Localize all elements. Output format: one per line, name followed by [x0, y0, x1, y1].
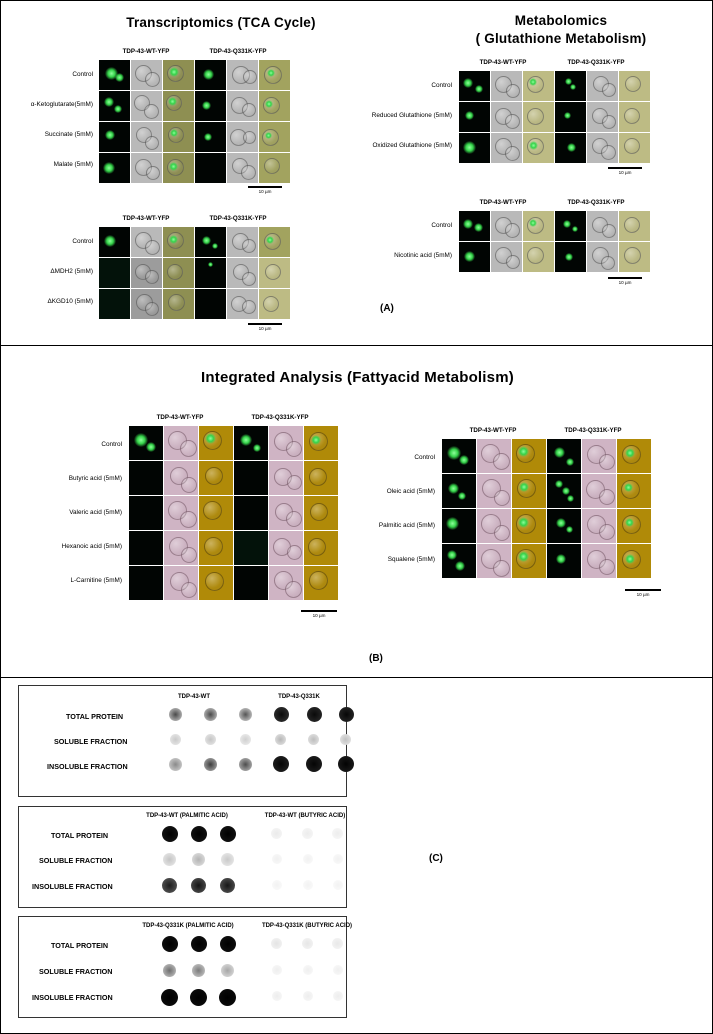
- micrograph-cell: [587, 133, 618, 163]
- micrograph-cell: [99, 122, 130, 152]
- micrograph-cell: [129, 496, 163, 530]
- rowlabel-fr-0: Control: [414, 454, 435, 461]
- blot3-header-palmitic: TDP-43-Q331K (PALMITIC ACID): [142, 923, 234, 929]
- micrograph-cell: [491, 211, 522, 241]
- micrograph-cell: [131, 289, 162, 319]
- blot2-row-soluble: SOLUBLE FRACTION: [39, 856, 113, 865]
- micrograph-cell: [99, 153, 130, 183]
- micrograph-cell: [459, 71, 490, 101]
- blot-dot: [239, 708, 252, 721]
- micrograph-cell: [195, 258, 226, 288]
- micrograph-cell: [131, 60, 162, 90]
- micrograph-cell: [199, 496, 233, 530]
- blot-dot: [332, 938, 343, 949]
- micrograph-cell: [587, 102, 618, 132]
- micrograph-cell: [442, 544, 476, 578]
- blot2-header-palmitic: TDP-43-WT (PALMITIC ACID): [146, 813, 228, 819]
- micrograph-cell: [512, 474, 546, 508]
- micrograph-cell: [164, 531, 198, 565]
- title-transcriptomics: Transcriptomics (TCA Cycle): [126, 15, 316, 30]
- micrograph-cell: [163, 122, 194, 152]
- micrograph-cell: [259, 258, 290, 288]
- micrograph-cell: [131, 153, 162, 183]
- blot-dot: [308, 734, 319, 745]
- scalebar-nicotinic: [608, 277, 642, 285]
- micrograph-cell: [195, 91, 226, 121]
- micrograph-cell: [617, 544, 651, 578]
- micrograph-cell: [227, 60, 258, 90]
- micrograph-cell: [617, 474, 651, 508]
- blot3-header-butyric: TDP-43-Q331K (BUTYRIC ACID): [261, 923, 353, 929]
- micrograph-cell: [491, 242, 522, 272]
- micrograph-cell: [163, 60, 194, 90]
- colhead-q331k-yfp: TDP-43-Q331K-YFP: [209, 215, 267, 222]
- rowlabel-fr-1: Oleic acid (5mM): [386, 488, 435, 495]
- micrograph-cell: [131, 258, 162, 288]
- rowlabel-ko-0: Control: [72, 238, 93, 245]
- micrograph-grid-glutathione: [459, 71, 650, 163]
- blot-dot: [333, 965, 343, 975]
- micrograph-cell: [269, 531, 303, 565]
- blot-dot: [191, 826, 207, 842]
- micrograph-cell: [195, 227, 226, 257]
- panel-letter-b: (B): [369, 653, 383, 664]
- micrograph-cell: [199, 426, 233, 460]
- micrograph-cell: [199, 531, 233, 565]
- blot-dot: [302, 828, 313, 839]
- micrograph-cell: [99, 60, 130, 90]
- blot2-row-total: TOTAL PROTEIN: [51, 831, 109, 840]
- blot3-row-total: TOTAL PROTEIN: [51, 941, 109, 950]
- blot1-row-total: TOTAL PROTEIN: [66, 712, 124, 721]
- micrograph-cell: [163, 258, 194, 288]
- micrograph-cell: [164, 496, 198, 530]
- blot-dot: [220, 936, 236, 952]
- micrograph-cell: [269, 426, 303, 460]
- micrograph-cell: [131, 122, 162, 152]
- rowlabel-ko-1: ΔMDH2 (5mM): [50, 268, 93, 275]
- micrograph-cell: [259, 289, 290, 319]
- micrograph-cell: [234, 496, 268, 530]
- dotblot-wt-palmitic-butyric: [18, 806, 347, 908]
- micrograph-cell: [512, 544, 546, 578]
- micrograph-cell: [227, 227, 258, 257]
- blot-dot: [302, 938, 313, 949]
- micrograph-cell: [259, 153, 290, 183]
- title-metabolomics: Metabolomics: [514, 13, 608, 28]
- micrograph-cell: [491, 133, 522, 163]
- colhead-wt-yfp: TDP-43-WT-YFP: [122, 48, 170, 55]
- blot-dot: [333, 880, 343, 890]
- blot-dot: [220, 878, 235, 893]
- scalebar-fatty-left: [301, 610, 337, 618]
- micrograph-cell: [129, 426, 163, 460]
- micrograph-cell: [619, 102, 650, 132]
- title-metabolomics-sub: ( Glutathione Metabolism): [475, 31, 647, 46]
- micrograph-cell: [131, 227, 162, 257]
- micrograph-cell: [129, 566, 163, 600]
- micrograph-cell: [587, 71, 618, 101]
- blot-dot: [204, 708, 217, 721]
- rowlabel-fl-4: L-Carnitine (5mM): [70, 577, 122, 584]
- blot3-row-soluble: SOLUBLE FRACTION: [39, 967, 113, 976]
- micrograph-grid-fatty-left: [129, 426, 338, 600]
- micrograph-cell: [587, 211, 618, 241]
- rowlabel-glu-0: Control: [431, 82, 452, 89]
- micrograph-cell: [269, 461, 303, 495]
- scalebar-label: 10 µm: [618, 169, 632, 175]
- blot-dot: [303, 854, 313, 864]
- micrograph-cell: [163, 227, 194, 257]
- rowlabel-tca-2: Succinate (5mM): [44, 131, 93, 138]
- blot-dot: [303, 880, 313, 890]
- blot-dot: [339, 707, 354, 722]
- micrograph-cell: [555, 71, 586, 101]
- micrograph-cell: [582, 439, 616, 473]
- micrograph-grid-tca-knockout: [99, 227, 290, 319]
- blot-dot: [162, 826, 178, 842]
- blot-dot: [340, 734, 351, 745]
- micrograph-cell: [304, 531, 338, 565]
- panel-divider-a-b: [1, 345, 712, 346]
- micrograph-cell: [512, 439, 546, 473]
- micrograph-cell: [227, 91, 258, 121]
- colhead-q331k-yfp: TDP-43-Q331K-YFP: [209, 48, 267, 55]
- panel-letter-c: (C): [429, 853, 443, 864]
- micrograph-cell: [459, 133, 490, 163]
- colhead-q331k-yfp: TDP-43-Q331K-YFP: [251, 414, 309, 421]
- blot-dot: [162, 936, 178, 952]
- scalebar-label: 10 µm: [636, 591, 650, 597]
- blot-dot: [163, 853, 176, 866]
- micrograph-cell: [195, 153, 226, 183]
- scalebar-glutathione: [608, 167, 642, 175]
- micrograph-cell: [163, 91, 194, 121]
- blot-dot: [332, 828, 343, 839]
- micrograph-cell: [269, 566, 303, 600]
- blot-dot: [272, 991, 282, 1001]
- micrograph-cell: [491, 71, 522, 101]
- micrograph-cell: [619, 211, 650, 241]
- micrograph-cell: [234, 426, 268, 460]
- rowlabel-glu-1: Reduced Glutathione (5mM): [371, 112, 452, 119]
- micrograph-cell: [523, 102, 554, 132]
- micrograph-cell: [259, 91, 290, 121]
- blot-dot: [220, 826, 236, 842]
- micrograph-cell: [129, 461, 163, 495]
- blot-dot: [333, 854, 343, 864]
- micrograph-cell: [99, 227, 130, 257]
- blot-dot: [204, 758, 217, 771]
- micrograph-cell: [99, 91, 130, 121]
- blot-dot: [273, 756, 289, 772]
- micrograph-cell: [227, 258, 258, 288]
- blot1-header-wt: TDP-43-WT: [178, 694, 210, 700]
- micrograph-cell: [164, 461, 198, 495]
- blot-dot: [239, 758, 252, 771]
- title-integrated-analysis: Integrated Analysis (Fattyacid Metabolism): [201, 369, 514, 386]
- micrograph-cell: [234, 461, 268, 495]
- scalebar-fatty-right: [625, 589, 661, 597]
- blot1-header-q331k: TDP-43-Q331K: [278, 694, 320, 700]
- micrograph-cell: [304, 566, 338, 600]
- blot-dot: [163, 964, 176, 977]
- micrograph-cell: [619, 133, 650, 163]
- blot-dot: [271, 938, 282, 949]
- micrograph-cell: [523, 71, 554, 101]
- blot-dot: [221, 853, 234, 866]
- micrograph-cell: [259, 60, 290, 90]
- micrograph-cell: [619, 71, 650, 101]
- blot1-row-soluble: SOLUBLE FRACTION: [54, 737, 128, 746]
- blot-dot: [169, 758, 182, 771]
- rowlabel-glu-2: Oxidized Glutathione (5mM): [372, 142, 452, 149]
- blot2-row-insoluble: INSOLUBLE FRACTION: [32, 882, 113, 891]
- blot-dot: [303, 965, 313, 975]
- micrograph-cell: [227, 153, 258, 183]
- micrograph-cell: [459, 102, 490, 132]
- scalebar-label: 10 µm: [312, 612, 326, 618]
- rowlabel-fl-2: Valeric acid (5mM): [69, 509, 122, 516]
- dotblot-q331k-palmitic-butyric: [18, 916, 353, 1018]
- blot-dot: [274, 707, 289, 722]
- micrograph-cell: [617, 439, 651, 473]
- colhead-q331k-yfp: TDP-43-Q331K-YFP: [567, 199, 625, 206]
- micrograph-cell: [199, 566, 233, 600]
- colhead-q331k-yfp: TDP-43-Q331K-YFP: [564, 427, 622, 434]
- scalebar-label: 10 µm: [618, 279, 632, 285]
- blot-dot: [170, 734, 181, 745]
- micrograph-cell: [459, 211, 490, 241]
- blot-dot: [162, 878, 177, 893]
- colhead-wt-yfp: TDP-43-WT-YFP: [469, 427, 517, 434]
- micrograph-cell: [442, 439, 476, 473]
- micrograph-grid-tca: [99, 60, 290, 183]
- micrograph-cell: [523, 242, 554, 272]
- micrograph-cell: [477, 474, 511, 508]
- colhead-wt-yfp: TDP-43-WT-YFP: [479, 59, 527, 66]
- micrograph-grid-nicotinic: [459, 211, 650, 272]
- micrograph-cell: [164, 566, 198, 600]
- blot2-header-butyric: TDP-43-WT (BUTYRIC ACID): [264, 813, 346, 819]
- blot1-row-insoluble: INSOLUBLE FRACTION: [47, 762, 128, 771]
- blot-dot: [190, 989, 207, 1006]
- blot-dot: [161, 989, 178, 1006]
- rowlabel-fr-3: Squalene (5mM): [387, 556, 435, 563]
- micrograph-cell: [523, 211, 554, 241]
- blot-dot: [271, 828, 282, 839]
- blot-dot: [338, 756, 354, 772]
- panel-letter-a: (A): [380, 303, 394, 314]
- colhead-q331k-yfp: TDP-43-Q331K-YFP: [567, 59, 625, 66]
- colhead-wt-yfp: TDP-43-WT-YFP: [479, 199, 527, 206]
- micrograph-cell: [555, 133, 586, 163]
- micrograph-cell: [555, 242, 586, 272]
- blot-dot: [272, 965, 282, 975]
- rowlabel-fr-2: Palmitic acid (5mM): [378, 522, 435, 529]
- micrograph-cell: [234, 531, 268, 565]
- blot-dot: [221, 964, 234, 977]
- micrograph-cell: [477, 544, 511, 578]
- micrograph-cell: [459, 242, 490, 272]
- rowlabel-fl-1: Butyric acid (5mM): [68, 475, 122, 482]
- blot-dot: [240, 734, 251, 745]
- micrograph-cell: [163, 289, 194, 319]
- micrograph-cell: [547, 474, 581, 508]
- micrograph-cell: [131, 91, 162, 121]
- blot-dot: [205, 734, 216, 745]
- micrograph-cell: [582, 474, 616, 508]
- micrograph-cell: [477, 509, 511, 543]
- rowlabel-ko-2: ΔKGD10 (5mM): [47, 298, 93, 305]
- micrograph-cell: [259, 122, 290, 152]
- micrograph-cell: [129, 531, 163, 565]
- micrograph-cell: [442, 474, 476, 508]
- micrograph-cell: [619, 242, 650, 272]
- blot-dot: [192, 853, 205, 866]
- blot-dot: [303, 991, 313, 1001]
- micrograph-cell: [523, 133, 554, 163]
- micrograph-cell: [547, 509, 581, 543]
- micrograph-cell: [269, 496, 303, 530]
- rowlabel-tca-0: Control: [72, 71, 93, 78]
- panel-divider-b-c: [1, 677, 712, 678]
- blot-dot: [333, 991, 343, 1001]
- dotblot-wt-vs-q331k: [18, 685, 347, 797]
- blot-dot: [272, 880, 282, 890]
- micrograph-cell: [512, 509, 546, 543]
- micrograph-cell: [99, 289, 130, 319]
- micrograph-cell: [164, 426, 198, 460]
- colhead-wt-yfp: TDP-43-WT-YFP: [156, 414, 204, 421]
- micrograph-cell: [304, 461, 338, 495]
- rowlabel-tca-1: α-Ketoglutarate(5mM): [30, 101, 93, 108]
- blot-dot: [275, 734, 286, 745]
- micrograph-cell: [195, 289, 226, 319]
- blot-dot: [192, 964, 205, 977]
- micrograph-cell: [555, 211, 586, 241]
- micrograph-cell: [491, 102, 522, 132]
- blot-dot: [191, 936, 207, 952]
- blot-dot: [272, 854, 282, 864]
- scalebar-label: 10 µm: [258, 325, 272, 331]
- micrograph-cell: [547, 439, 581, 473]
- micrograph-cell: [547, 544, 581, 578]
- blot-dot: [307, 707, 322, 722]
- rowlabel-tca-3: Malate (5mM): [53, 161, 93, 168]
- micrograph-cell: [304, 426, 338, 460]
- micrograph-cell: [582, 509, 616, 543]
- micrograph-cell: [617, 509, 651, 543]
- blot3-row-insoluble: INSOLUBLE FRACTION: [32, 993, 113, 1002]
- micrograph-cell: [555, 102, 586, 132]
- colhead-wt-yfp: TDP-43-WT-YFP: [122, 215, 170, 222]
- micrograph-cell: [582, 544, 616, 578]
- scalebar-tca: [248, 186, 282, 194]
- micrograph-cell: [442, 509, 476, 543]
- micrograph-cell: [163, 153, 194, 183]
- rowlabel-nic-0: Control: [431, 222, 452, 229]
- micrograph-cell: [227, 122, 258, 152]
- rowlabel-fl-0: Control: [101, 441, 122, 448]
- rowlabel-fl-3: Hexanoic acid (5mM): [61, 543, 122, 550]
- micrograph-cell: [195, 60, 226, 90]
- micrograph-cell: [304, 496, 338, 530]
- blot-dot: [306, 756, 322, 772]
- blot-dot: [169, 708, 182, 721]
- micrograph-grid-fatty-right: [442, 439, 651, 578]
- micrograph-cell: [477, 439, 511, 473]
- micrograph-cell: [199, 461, 233, 495]
- micrograph-cell: [99, 258, 130, 288]
- micrograph-cell: [587, 242, 618, 272]
- scalebar-label: 10 µm: [258, 188, 272, 194]
- micrograph-cell: [195, 122, 226, 152]
- rowlabel-nic-1: Nicotinic acid (5mM): [394, 252, 452, 259]
- blot-dot: [219, 989, 236, 1006]
- micrograph-cell: [234, 566, 268, 600]
- micrograph-cell: [259, 227, 290, 257]
- scalebar-tca-knockout: [248, 323, 282, 331]
- micrograph-cell: [227, 289, 258, 319]
- blot-dot: [191, 878, 206, 893]
